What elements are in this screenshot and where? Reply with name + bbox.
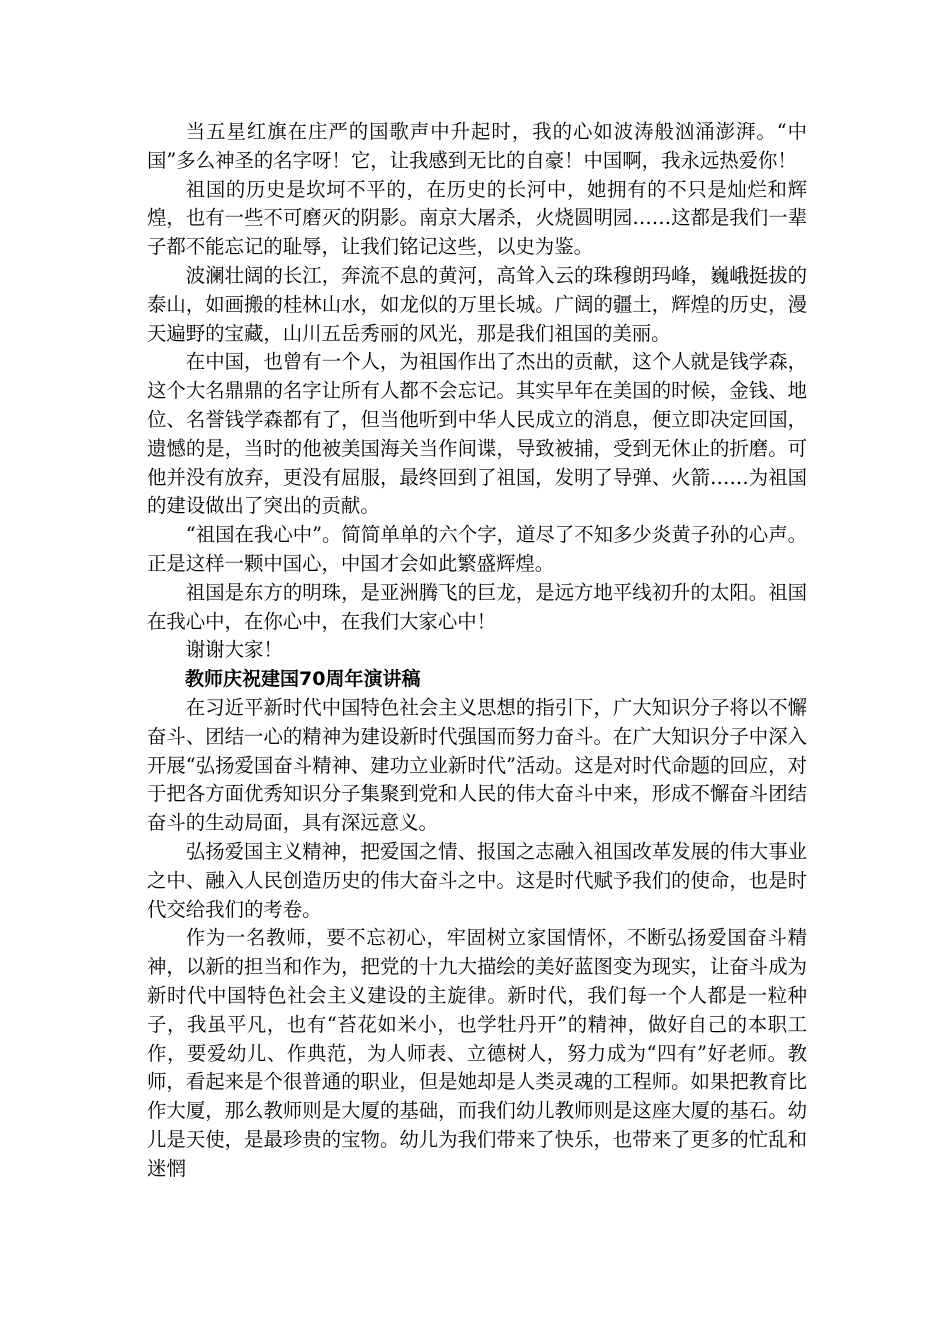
paragraph: 波澜壮阔的长江，奔流不息的黄河，高耸入云的珠穆朗玛峰，巍峨挺拔的泰山，如画搬的桂林山水，如龙似的万里长城。广阔的疆土，辉煌的历史，漫天遍野的宝藏，山川五岳秀丽的风光，那是我们祖国的美丽。 bbox=[147, 263, 807, 345]
paragraph: “祖国在我心中”。简简单单的六个字，道尽了不知多少炎黄子孙的心声。正是这样一颗中国心，中国才会如此繁盛辉煌。 bbox=[147, 523, 807, 575]
paragraph: 作为一名教师，要不忘初心，牢固树立家国情怀，不断弘扬爱国奋斗精神，以新的担当和作为，把党的十九大描绘的美好蓝图变为现实，让奋斗成为新时代中国特色社会主义建设的主旋律。新时代，我们每一个人都是一粒种子，我虽平凡，也有“苔花如米小，也学牡丹开”的精神，做好自己的本职工作，要爱幼儿、作典范，为人师表、立德树人，努力成为“四有”好老师。教师，看起来是个很普通的职业，但是她却是人类灵魂的工程师。如果把教育比作大厦，那么教师则是大厦的基础，而我们幼儿教师则是这座大厦的基石。幼儿是天使，是最珍贵的宝物。幼儿为我们带来了快乐，也带来了更多的忙乱和迷惘 bbox=[147, 926, 807, 1180]
section-heading: 教师庆祝建国70周年演讲稿 bbox=[185, 668, 421, 691]
closing-line: 谢谢大家！ bbox=[185, 638, 283, 662]
paragraph: 祖国是东方的明珠，是亚洲腾飞的巨龙，是远方地平线初升的太阳。祖国在我心中，在你心中，在我们大家心中！ bbox=[147, 580, 807, 633]
paragraph: 弘扬爱国主义精神，把爱国之情、报国之志融入祖国改革发展的伟大事业之中、融入人民创造历史的伟大奋斗之中。这是时代赋予我们的使命，也是时代交给我们的考卷。 bbox=[147, 839, 807, 921]
paragraph: 在中国，也曾有一个人，为祖国作出了杰出的贡献，这个人就是钱学森，这个大名鼎鼎的名字让所有人都不会忘记。其实早年在美国的时候，金钱、地位、名誉钱学森都有了，但当他听到中华人民成立的消息，便立即决定回国，遗憾的是，当时的他被美国海关当作间谍，导致被捕，受到无休止的折磨。可他并没有放弃，更没有屈服，最终回到了祖国，发明了导弹、火箭……为祖国的建设做出了突出的贡献。 bbox=[147, 350, 807, 518]
paragraph: 祖国的历史是坎坷不平的，在历史的长河中，她拥有的不只是灿烂和辉煌，也有一些不可磨灭的阴影。南京大屠杀，火烧圆明园……这都是我们一辈子都不能忘记的耻辱，让我们铭记这些，以史为鉴。 bbox=[147, 177, 807, 259]
paragraph: 在习近平新时代中国特色社会主义思想的指引下，广大知识分子将以不懈奋斗、团结一心的精神为建设新时代强国而努力奋斗。在广大知识分子中深入开展“弘扬爱国奋斗精神、建功立业新时代”活动。这是对时代命题的回应，对于把各方面优秀知识分子集聚到党和人民的伟大奋斗中来，形成不懈奋斗团结奋斗的生动局面，具有深远意义。 bbox=[147, 695, 807, 835]
paragraph: 当五星红旗在庄严的国歌声中升起时，我的心如波涛般汹涌澎湃。“中国”多么神圣的名字呀！它，让我感到无比的自豪！中国啊，我永远热爱你！ bbox=[147, 120, 807, 172]
document-body bbox=[147, 118, 807, 1183]
